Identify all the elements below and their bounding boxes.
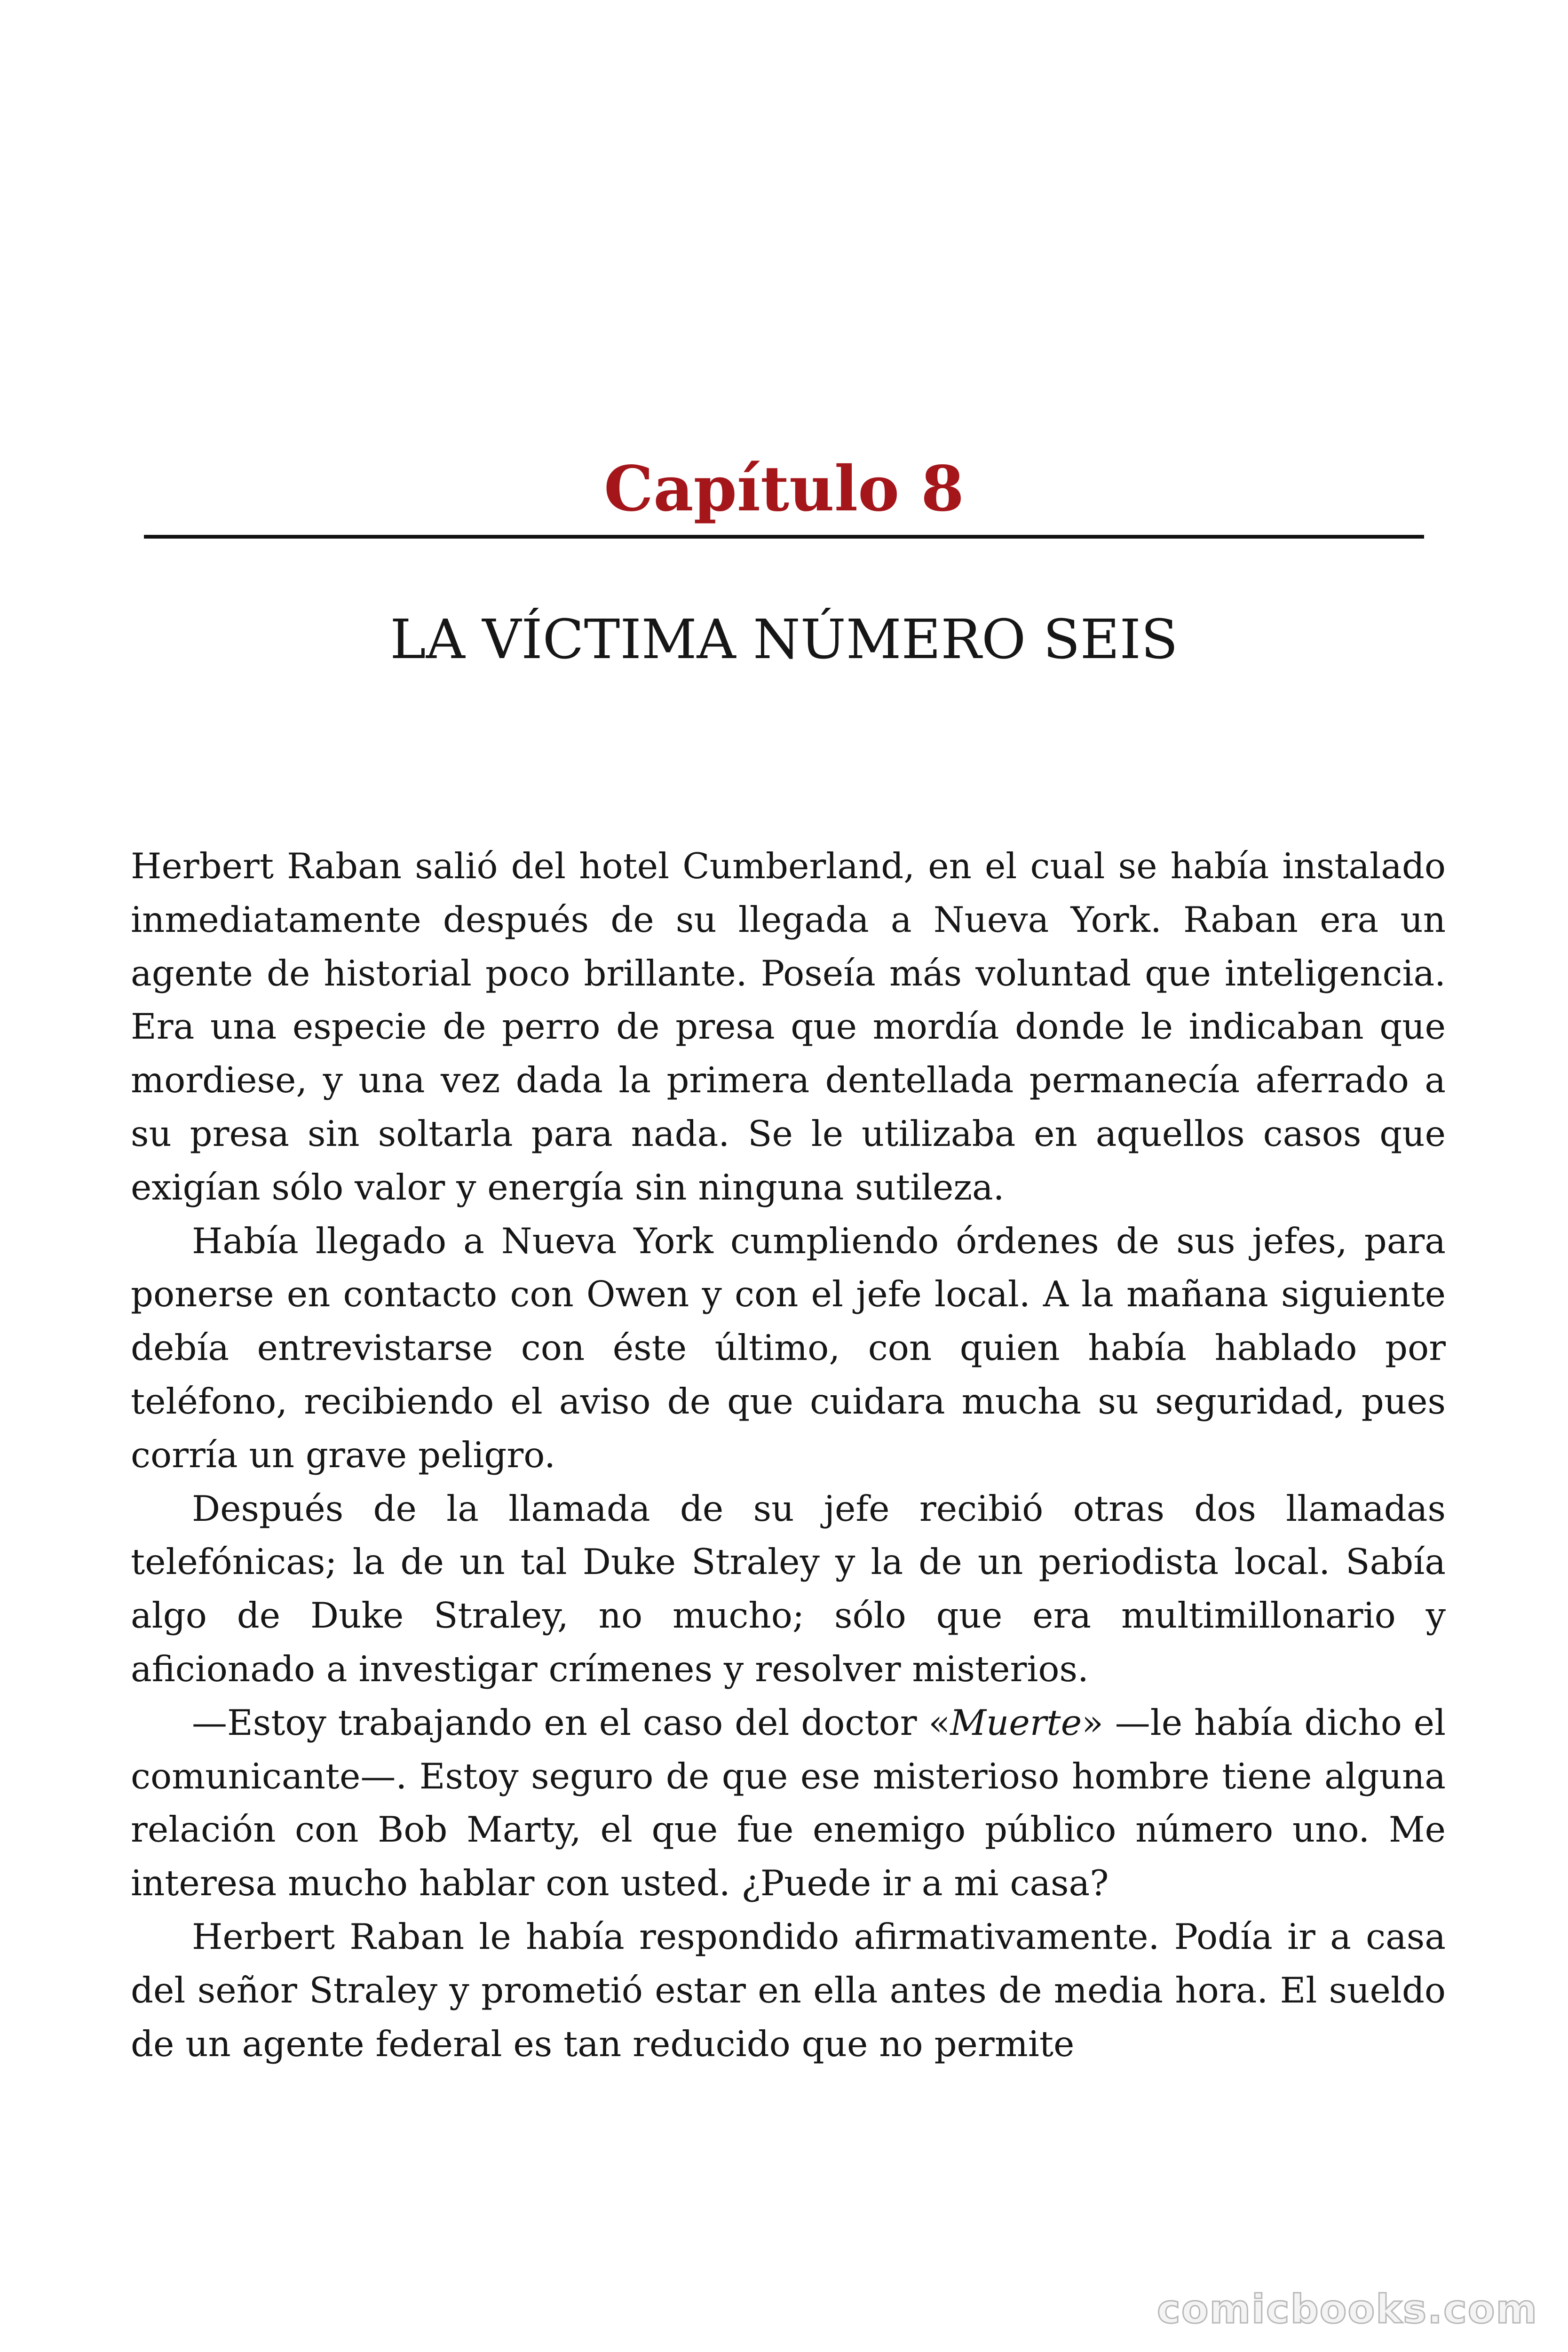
dialogue-emphasis: Muerte [950,1701,1082,1743]
paragraph: Herbert Raban le había respondido afirmativamente. Podía ir a casa del señor Straley y prometió estar en ella antes de media hora. El sueldo de un agente federal es tan reducido que no permite [131,1915,1446,2065]
paragraph: Después de la llamada de su jefe recibió otras dos llamadas telefónicas; la de un tal Duke Straley y la de un periodista local. Sabía algo de Duke Straley, no mucho; sólo que era multimillonario y aficionado a investigar crímenes y resolver misterios. [131,1487,1446,1690]
chapter-subtitle: LA VÍCTIMA NÚMERO SEIS [390,608,1178,671]
chapter-title: Capítulo 8 [604,453,964,525]
paragraph: Había llegado a Nueva York cumpliendo órdenes de sus jefes, para ponerse en contacto con Owen y con el jefe local. A la mañana siguiente debía entrevistarse con éste último, con quien había hablado por teléfono, recibiendo el aviso de que cuidara mucha su seguridad, pues corría un grave peligro. [131,1220,1446,1476]
chapter-body [131,840,1446,2071]
dialogue-paragraph [131,1696,1446,1910]
title-divider [144,535,1424,539]
watermark-logo: comicbooks.com [1157,2286,1538,2332]
paragraph: Herbert Raban salió del hotel Cumberland, en el cual se había instalado inmediatamente después de su llegada a Nueva York. Raban era un agente de historial poco brillante. Poseía más voluntad que inteligencia. Era una especie de perro de presa que mordía donde le indicaban que mordiese, y una vez dada la primera dentellada permanecía aferrado a su presa sin soltarla para nada. Se le utilizaba en aquellos casos que exigían sólo valor y energía sin ninguna sutileza. [131,845,1446,1208]
dialogue-text-before: —Estoy trabajando en el caso del doctor « [192,1701,950,1743]
dialogue-text-after: » —le había dicho el comunicante—. Estoy seguro de que ese misterioso hombre tiene alguna relación con Bob Marty, el que fue enemigo público número uno. Me interesa mucho hablar con usted. ¿Puede ir a mi casa? [131,1701,1446,1904]
